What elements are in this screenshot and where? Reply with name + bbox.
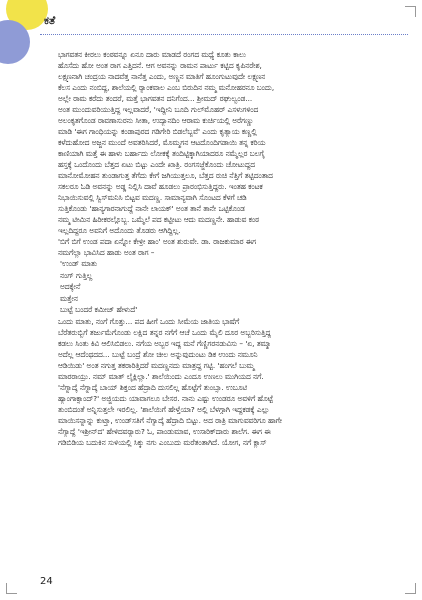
verse-line: ನಂಗ್ ಗುತ್ತಿಲ್ದ: [60, 270, 93, 280]
text-line: ಮಾಯಿಸನ್ನಾನ್ನು ಕುಟ್ತ್ರಾ, ಉಂಡ್‌ಸತಿಗೆ ನೆಗ್ಯಾದ್ಕೆ ಹೆದ್ರಾದಿ ಬಿಟ್ಟು. ಅದ ರಾತ್ರಿ ಮಾಗುವವರಿಗೂ ಹಾಗೇ: [58, 415, 282, 425]
text-line: ಅದೆಲ್ಲ ಆದೆಂಥದದ... ಬುಟ್ಟೆ ಬಂದ್ರೆ ಶೋ ಚೀಲ ಅನ್ನುವುದುಂಟು ಡಿಕ ಉಂದು ನಮೂನಿ: [58, 349, 258, 359]
page-number: 24: [40, 576, 53, 587]
text-line: ಸುತ್ತಿಕೊಂಡು 'ಹಾನ್ಯಗಾರನಾಗುದ್ದೆ ನಾನೇ ಲಾಯಕ್' ಅಂತ ತಾನೆ ತಾನೇ ಒಟ್ಟಿಕೊಂಡ: [58, 204, 245, 213]
verse-line: ಬುಟ್ಟೆ ಬಂದರೆ ಕಮೀಜ್ ಹೇಳುದೆ': [60, 305, 138, 314]
text-line: ಹಸ್ತಕ್ಕೆ ಒಂದೊಂದು ಬೆತ್ತದ ಏಟು ಬಿಟ್ಟು ಎಂದೇ ಖಾತ್ರಿ. ರಂಗಸಜ್ಜೆಕೊಂದು ಚೋಟುದ್ದದ: [58, 160, 255, 169]
verse-line: ಅದಕ್ಕೇನೆ: [60, 282, 81, 291]
text-line: ಮಾರರಾಯ್ರು. ನಮ್ ಮಾತ್ ಲೈಕ್ಲಿಲ್ಲಾ.' ಶಾಲೆಯಿಂದು ಎಂದೂ ಉಣಲು ಮುಗಿಯದ ನಗೆ.: [58, 371, 264, 381]
text-line: ಕಡಲು ಸಿಂತು ಕಿವಿ ಆಲಿಸಿಬಿಡಲು. ನಗೆಯ ಅಬ್ಬರ ಇದ್ದ ಮನೆ ಗೆಣ್ಣಿಗರನಡುವಿಸು – 'ಏ, ತಮ್ಮಾ: [58, 338, 272, 348]
text-line: ಅಂತ ಮುಂದುವರಿಯುತ್ತಿದ್ದ ಇಲ್ಲವಾದರೆ, 'ಇದ್ದೀನಿ ಬೂದಿ ಗುಲ್‌ಮೊಹರ್ ಎಸಳುಗಳಿಂದ: [58, 105, 259, 114]
text-line: ನೆಗ್ಯಾದ್ದೆ 'ಇಶ್ರೀನ್‌ದ' ಹೇಳಿದವರ್‍ಯಾರು? ಓ, ಪಾಂಡುಮಾವ, ಉಸಾರಿಕ್‌ದಾರು ಶಾಲೆಗ. ಈಗ ಈ: [58, 426, 271, 436]
text-line: ಅಲ್ಲೇ ರಾಮ ಕರೆದು ತಂದರೆ, ಮತ್ತೆ ಭಾಗವತನ ದನಿಗೆಂದ... ಶ್ರೀಮದ್ ರಘುಲ್ವಂಡ...: [58, 94, 253, 103]
text-line: 'ಬಿಗೆ ಬಿಗೆ ಉಂಡ ಪದಾ ಏನ್ನೋ ಕೇಳ್ರೀ ಹಾಂ' ಅಂತ ಶುರುವೇ. ಡಾ. ರಾಜಕುಮಾರ ಈಗ: [58, 237, 257, 246]
text-line: ಆಡಿಯಿಡು' ಅಂತ ನಗುತ್ತ ತಕರಾರಿತ್ತಿದರೆ ಮದಣ್ಣನದು ಮಾತ್ರದ್ದ ಗಟ್ಟಿ. 'ಹಂಗಲೆ ಬುಮ್ಮ: [58, 360, 255, 370]
crop-mark-bottom-left: [6, 583, 17, 594]
text-line: ಕಳೆದುಹೋದ ಅಜ್ಜನ ಮುಂದೆ ಅವತರಿಸಿದರೆ, ಮೊಮ್ಮಗನ ಆಟದೊಂದಿಗಡಾಯಿ ತನ್ನ ಕರಿಯ: [58, 138, 266, 147]
verse-line: 'ಉಂಡ್ ಮಾತು: [60, 259, 98, 268]
text-line: ಮಾನೋಮೋಹನ ತುಂಡಾಗುತ್ತ ತೆಗೆದು ಕೇಗೆ ಜಗಿಯುತ್ತಲೂ, ಬೆತ್ತದ ರುಚಿ ನೆತ್ತಿಗೆ ತಟ್ಟಿದಂತಾದ: [58, 171, 273, 180]
header-divider: [40, 34, 408, 35]
text-line: ತುಂಬಿದಂತೆ ಅನ್ನಿಸುತ್ತಲೇ ಇರಲಿಲ್ಲ. 'ಶಾಲೆಯಿಗೆ ಹೇಳ್ತೆಯಾ? ಅಲ್ಲಿ ಬೆಳಗ್ಗಾಗಿ ಇದ್ದಕಡಕ್ಕೆ ಎಲ್ಲು: [58, 404, 270, 414]
text-line: ಒಂದು ಮಾತು, ನಂಗೆ ಗೊತ್ತು... ಪದ ಹೀಗೆ ಒಂದು ಸೀಮೆಯ ಜಾತಿಯ ಭಾಷೆಗೆ: [58, 316, 240, 326]
crop-mark-bottom-right: [405, 583, 416, 594]
text-line: ಬೆರೆತರುಬ್ಬಿಗೆ ತರ್ಜುಮೆಗೊಂಡು ಲಕ್ಷಿದ ತನ್ನರ ನಗೆಗೆ ಆಚೆ ಒಂದು ಮೈಲಿ ದೂರ ಅಬ್ಬರಿಸುತ್ತಿದ್ದ: [58, 327, 271, 337]
text-line: ಮಾಡಿ 'ಈಗ ಗಾಂಧಿಯನ್ನು ಕಂಡಾಪುರದ ಗಡಿಗೇರಿ ಬಿಡಲೆಬ್ಬವೆ' ಎಂದು ಕೃತ್ಯಾಯ ಕಣ್ಣಲ್ಲಿ: [58, 127, 257, 136]
verse-line: ಮತ್ತೇನ: [60, 293, 78, 303]
section-title: ಕತೆ: [44, 14, 56, 27]
text-line: ಅಲಂಕೃತಗೊಂಡ ರಾವಣಾಸುರನು ಸೀತಾ, ಉದ್ಯಾನದಿಂ ಆರಾಮ ಕುರ್ಚಿಯಲ್ಲಿ ಅರೆಗಣ್ಣು: [58, 116, 254, 125]
text-line: 'ನೆಗ್ನಾದ್ಕೆ ನೆಗ್ನಾದ್ಕೆ ಬಾಯ್ ಶಿಕ್ತಂದ ಹೆದ್ರಾದಿ ದುಸಲಿಲ್ಲ ಹೊಟ್ಟೆಗೆ ತುಂಬ್ಸಾ. ಉಬೂಟಿ: [58, 382, 248, 392]
text-line: ಕೆಲಸ ಎಂದು ನಂಬಿದ್ದ, ಶಾಲೆಯಲ್ಲಿ ರ್‍ಯಾಂಕವಾಲ ಎಂಬ ಬಿರುದಿನ ನಮ್ಮ ಮನೋಹರನೂ ಬಂದು,: [58, 83, 275, 92]
text-line: ನಿಭಾಯಿಸುವಲ್ಲಿ ಸ್ವಿಸ್‌ಮನಿಸಿ ಬಿಟ್ಟವ ಮದಣ್ಣ. ಸಾಮಾನ್ಯವಾಗಿ ಸೊಂಟದ ಕೆಳಗೆ ಚಡಿ: [58, 193, 247, 202]
text-line: ಸಕಲರೂ ಓಡಿ ಅವನನ್ನು ಅಡ್ಡ ನಿಲ್ಲಿಸಿ ದಾವೆ ಹೂಡಲು ಪ್ರಾರಂಭಿಸುತ್ತಿದ್ದರು. ಇಂತಹ ಕಂಟಕ: [58, 182, 263, 191]
text-line: ಗಡಿಬಿಡಿಯ ಬದುಕಿನ ಸುಳಿಯಲ್ಲಿ ಸಿಕ್ಕು ನಗು ಎಂಬುದು ಮರೆತಂತಾಗಿದೆ. ಯೋಗ, ನಗೆ ಕ್ಲಾಸ್: [58, 437, 267, 447]
text-line: ಹೊಸೆದು ಹೋ ಅಂತ ರಾಗ ಎತ್ತಿದನೆ. ಆಗ ಅವನನ್ನು ರಾಮನ ಪಾರ್ಟು ಕಟ್ಟಿದ ಕೃಪಿನರೇಶ,: [58, 61, 262, 70]
text-line: ಇಲ್ಲದಿದ್ದರೂ ಅವನಿಗೆ ಅದೊಂದು ತೊಡರು ಆಗಿದ್ದಿಲ್ಲ.: [58, 226, 181, 235]
text-line: ಲಕ್ಷ್ಮಣನಾಗಿ ಚಂದ್ರಯ ನಾದವೆತ್ತ ನಾನೆತ್ತ ಎಂದು, ಅಣ್ಣನ ಮಾತಿಗೆ ಹೂಂಗುಟುವುದೇ ಲಕ್ಷ್ಮಣನ: [58, 72, 266, 81]
text-line: ಕಾಣಿಯಾಗಿ ಮತ್ತೆ ಈ ಹಾಳು ಬರ್ಹಾದು ಲೋಕಕ್ಕೆ ತಂದಿಟ್ಟಿಕ್ಕಾಗಿಯಾದರೂ ನಮ್ಮೆಲ್ಲರ ಬಲಗೈ: [58, 149, 265, 158]
body-text: [58, 49, 410, 448]
page-header: [40, 12, 408, 36]
text-line: ಹ್ಯಾಂಗಾಕ್ಸಾಂದ್?' ಅಜ್ಜಿಯದು ಯಾವಾಗಲೂ ಬೇಸರ. ನಾನು ಎಷ್ಟು ಉಂಡರೂ ಅವಳಿಗೆ ಹೊಟ್ಟೆ: [58, 393, 274, 403]
text-line: ನಮಗೆಲ್ಲಾ ಭಾವಿಸಿದ ಹಾಡು ಅಂತ ರಾಗ –: [58, 248, 155, 257]
text-line: ಭಾಗವತನ ಕೀರಲು ಕಂಠವನ್ನೂ ಏನೂ ದಾರು ಮಾಡದೆ ರಂಗದ ಮಧ್ಯೆ ಕೂತು ಕಾಲು: [58, 50, 246, 59]
text-line: ನಮ್ಮ ಟೀಮಿನ ಹಿರೀಕರಲ್ಲೊಬ್ಬ. ಒಮ್ಮೆಲೆ ಪದ ಕಟ್ಟೀಟು ಆದು ಮದಣ್ಣನೇ. ಹಾಡುವ ಕಂಠ: [58, 215, 259, 224]
